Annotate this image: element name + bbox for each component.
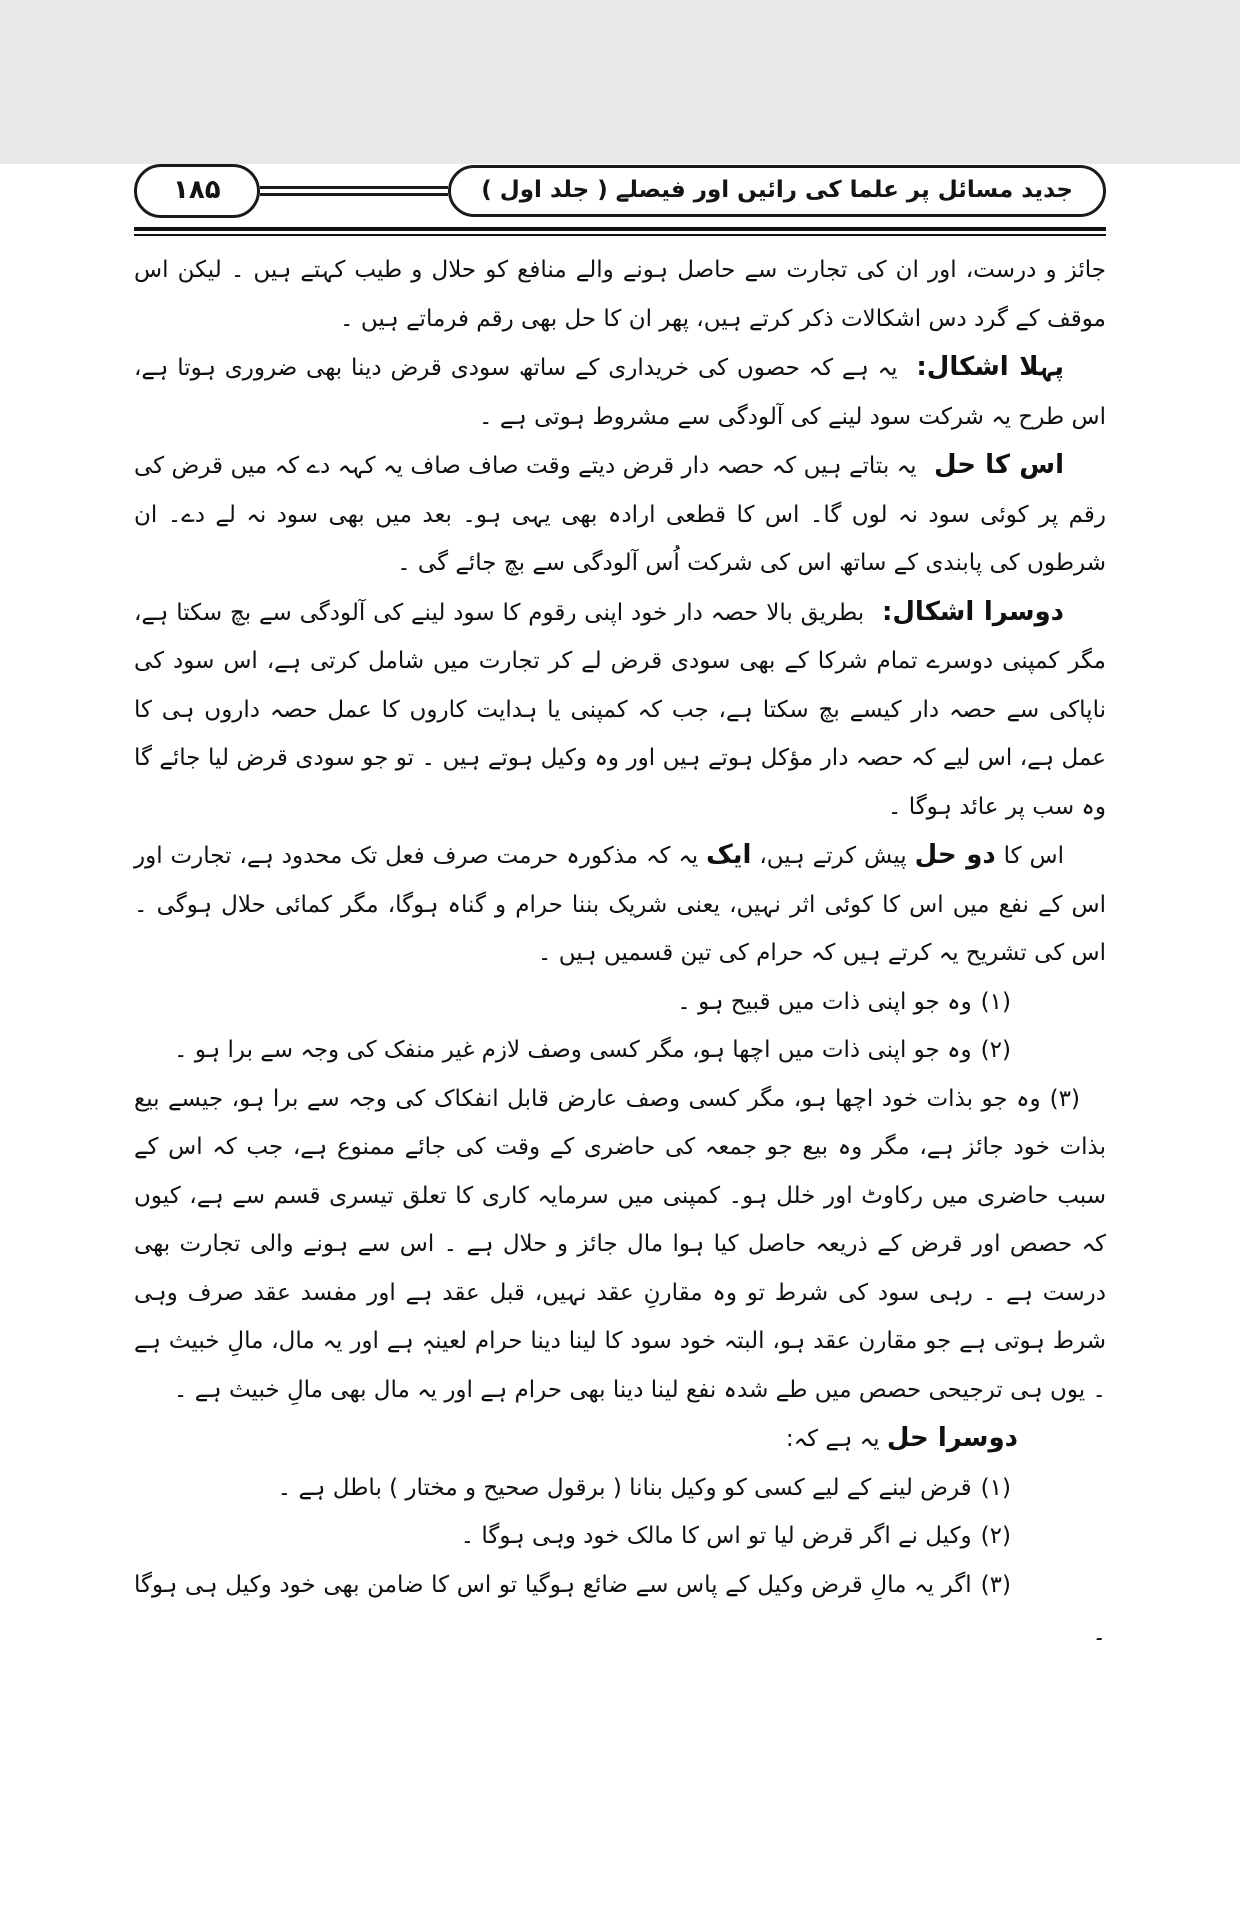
item-number: (۱) [980,988,1011,1015]
list-item [134,1464,1106,1513]
list-item [134,1026,1106,1075]
paragraph-text: یہ بتاتے ہیں کہ حصہ دار قرض دیتے وقت صاف صاف یہ کہہ دے کہ میں قرض کی رقم پر کوئی سود نہ لوں گا۔ اس کا قطعی ارادہ بھی یہی ہو۔ بعد میں بھی سود نہ لے دے۔ ان شرطوں کی پابندی کے ساتھ اس کی شرکت اُس آلودگی سے بچ جائے گی ۔ [134,453,1106,576]
paragraph-text: یہ کہ مذکورہ حرمت صرف فعل تک محدود ہے، تجارت اور اس کے نفع میں اس کا کوئی اثر نہیں، یعنی شریک بننا حرام و گناہ ہوگا، مگر کمائی حلال ہوگی ۔ اس کی تشریح یہ کرتے ہیں کہ حرام کی تین قسمیں ہیں ۔ [134,843,1106,966]
item-number: (۳) [1049,1085,1080,1112]
item-text: وہ جو اپنی ذات میں قبیح ہو ۔ [677,988,972,1015]
second-solution-heading [134,1414,1106,1464]
paragraph-text: بطریق بالا حصہ دار خود اپنی رقوم کا سود لینے کی آلودگی سے بچ سکتا ہے، مگر کمپنی دوسرے تمام شرکا کے بھی سودی قرض لے کر تجارت میں شامل کرتی ہے، اس سود کی ناپاکی سے حصہ دار کیسے بچ سکتا ہے، جب کہ کمپنی یا ہدایت کاروں کا عمل حصہ داروں ہی کا عمل ہے، اس لیے کہ حصہ دار مؤکل ہوتے ہیں اور وہ وکیل ہوتے ہیں ۔ تو جو سودی قرض لیا جائے گا وہ سب پر عائد ہوگا ۔ [134,599,1106,820]
list-item [134,1512,1106,1561]
paragraph-first-objection [134,343,1106,441]
item-number: (۲) [980,1523,1011,1549]
header-divider-rule [134,227,1106,236]
book-title-cartouche [448,165,1106,217]
item-text: قرض لینے کے لیے کسی کو وکیل بنانا ( برقول صحیح و مختار ) باطل ہے ۔ [277,1474,972,1501]
item-number: (۲) [980,1037,1011,1063]
item-number: (۳) [980,1571,1011,1598]
section-lead: دوسرا حل [886,1423,1018,1453]
item-number: (۱) [980,1474,1011,1501]
section-lead: پہلا اشکال: [916,352,1064,382]
inline-bold: ایک [706,840,752,870]
list-item [134,1561,1106,1658]
page-number-badge [134,164,260,218]
book-page [0,164,1240,1918]
inline-bold: دو حل [914,840,996,870]
item-text: اگر یہ مالِ قرض وکیل کے پاس سے ضائع ہوگیا تو اس کا ضامن بھی خود وکیل ہی ہوگا ۔ [134,1571,1106,1646]
paragraph-text: جائز و درست، اور ان کی تجارت سے حاصل ہونے والے منافع کو حلال و طیب کہتے ہیں ۔ لیکن اس موقف کے گرد دس اشکالات ذکر کرتے ہیں، پھر ان کا حل بھی رقم فرماتے ہیں ۔ [134,257,1106,332]
section-lead: اس کا حل [934,450,1064,480]
list-item [134,978,1106,1027]
page-header [134,164,1106,218]
list-item [134,1075,1106,1415]
page-content [134,246,1106,1658]
book-title: جدید مسائل پر علما کی رائیں اور فیصلے ( جلد اول ) [481,177,1073,203]
header-double-rule [260,186,449,196]
paragraph-text: پیش کرتے ہیں، [751,843,915,869]
paragraph-text: یہ ہے کہ حصوں کی خریداری کے ساتھ سودی قرض دینا بھی ضروری ہوتا ہے، اس طرح یہ شرکت سود لینے کی آلودگی سے مشروط ہوتی ہے ۔ [134,355,1106,430]
paragraph-two-solutions [134,831,1106,978]
paragraph-its-solution [134,441,1106,588]
item-text: وہ جو اپنی ذات میں اچھا ہو، مگر کسی وصف لازم غیر منفک کی وجہ سے برا ہو ۔ [174,1037,972,1063]
paragraph-second-objection [134,588,1106,832]
item-text: وہ جو بذات خود اچھا ہو، مگر کسی وصف عارض قابل انفکاک کی وجہ سے برا ہو، جیسے بیع بذات خود جائز ہے، مگر وہ بیع جو جمعہ کی حاضری کے وقت کی جائے ممنوع ہے، جب کہ اس کے سبب حاضری میں رکاوٹ اور خلل ہو۔ کمپنی میں سرمایہ کاری کا تعلق تیسری قسم سے ہے، کیوں کہ حصص اور قرض کے ذریعہ حاصل کیا ہوا مال جائز و حلال ہے ۔ اس سے ہونے والی تجارت بھی درست ہے ۔ رہی سود کی شرط تو وہ مقارنِ عقد نہیں، قبل عقد ہے اور مفسد عقد صرف وہی شرط ہوتی ہے جو مقارن عقد ہو، البتہ خود سود کا لینا دینا حرام لعینہٖ ہے اور یہ مال، مالِ خبیث ہے ۔ یوں ہی ترجیحی حصص میں طے شدہ نفع لینا دینا بھی حرام ہے اور یہ مال بھی مالِ خبیث ہے ۔ [134,1085,1106,1403]
heading-text: یہ ہے کہ: [785,1426,887,1452]
section-lead: دوسرا اشکال: [881,596,1065,627]
item-text: وکیل نے اگر قرض لیا تو اس کا مالک خود وہی ہوگا ۔ [460,1523,972,1549]
page-number: ۱۸۵ [173,175,221,205]
paragraph-text: اس کا [995,843,1064,869]
paragraph-intro [134,246,1106,343]
